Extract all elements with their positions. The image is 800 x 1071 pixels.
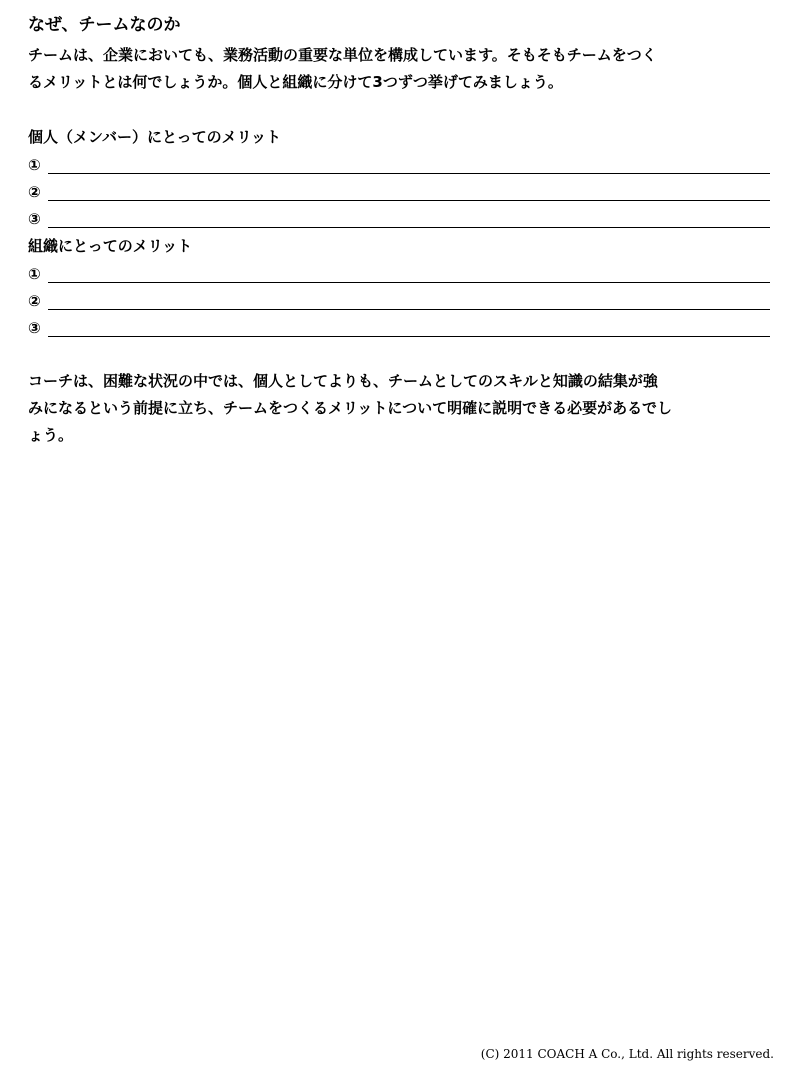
- section-heading-organization: 組織にとってのメリット: [28, 237, 193, 255]
- intro-line: チームは、企業においても、業務活動の重要な単位を構成しています。そもそもチームをつく: [28, 46, 657, 64]
- item-number: ①: [28, 265, 41, 283]
- intro-line: るメリットとは何でしょうか。個人と組織に分けて3つずつ挙げてみましょう。: [28, 73, 563, 91]
- item-number: ①: [28, 156, 41, 174]
- page-title: なぜ、チームなのか: [28, 15, 181, 35]
- answer-blank-organization-1[interactable]: [48, 260, 770, 283]
- intro-paragraph: [28, 42, 778, 96]
- closing-paragraph: [28, 368, 778, 449]
- answer-row: [28, 259, 770, 286]
- answer-row: [28, 204, 770, 231]
- item-number: ②: [28, 292, 41, 310]
- answer-row: [28, 313, 770, 340]
- section-heading-individual: 個人（メンバー）にとってのメリット: [28, 128, 282, 146]
- item-number: ③: [28, 210, 41, 228]
- answer-row: [28, 177, 770, 204]
- answer-row: [28, 150, 770, 177]
- closing-line: ょう。: [28, 426, 74, 444]
- answer-blank-individual-1[interactable]: [48, 151, 770, 174]
- answer-row: [28, 286, 770, 313]
- copyright-footer: (C) 2011 COACH A Co., Ltd. All rights reserved.: [480, 1047, 774, 1061]
- answer-blank-organization-2[interactable]: [48, 287, 770, 310]
- answer-blank-individual-3[interactable]: [48, 205, 770, 228]
- individual-merits-section: [28, 124, 770, 231]
- item-number: ②: [28, 183, 41, 201]
- answer-blank-organization-3[interactable]: [48, 314, 770, 337]
- answer-blank-individual-2[interactable]: [48, 178, 770, 201]
- closing-line: みになるという前提に立ち、チームをつくるメリットについて明確に説明できる必要があるでし: [28, 399, 672, 417]
- item-number: ③: [28, 319, 41, 337]
- closing-line: コーチは、困難な状況の中では、個人としてよりも、チームとしてのスキルと知識の結集が強: [28, 372, 658, 390]
- organization-merits-section: [28, 233, 770, 340]
